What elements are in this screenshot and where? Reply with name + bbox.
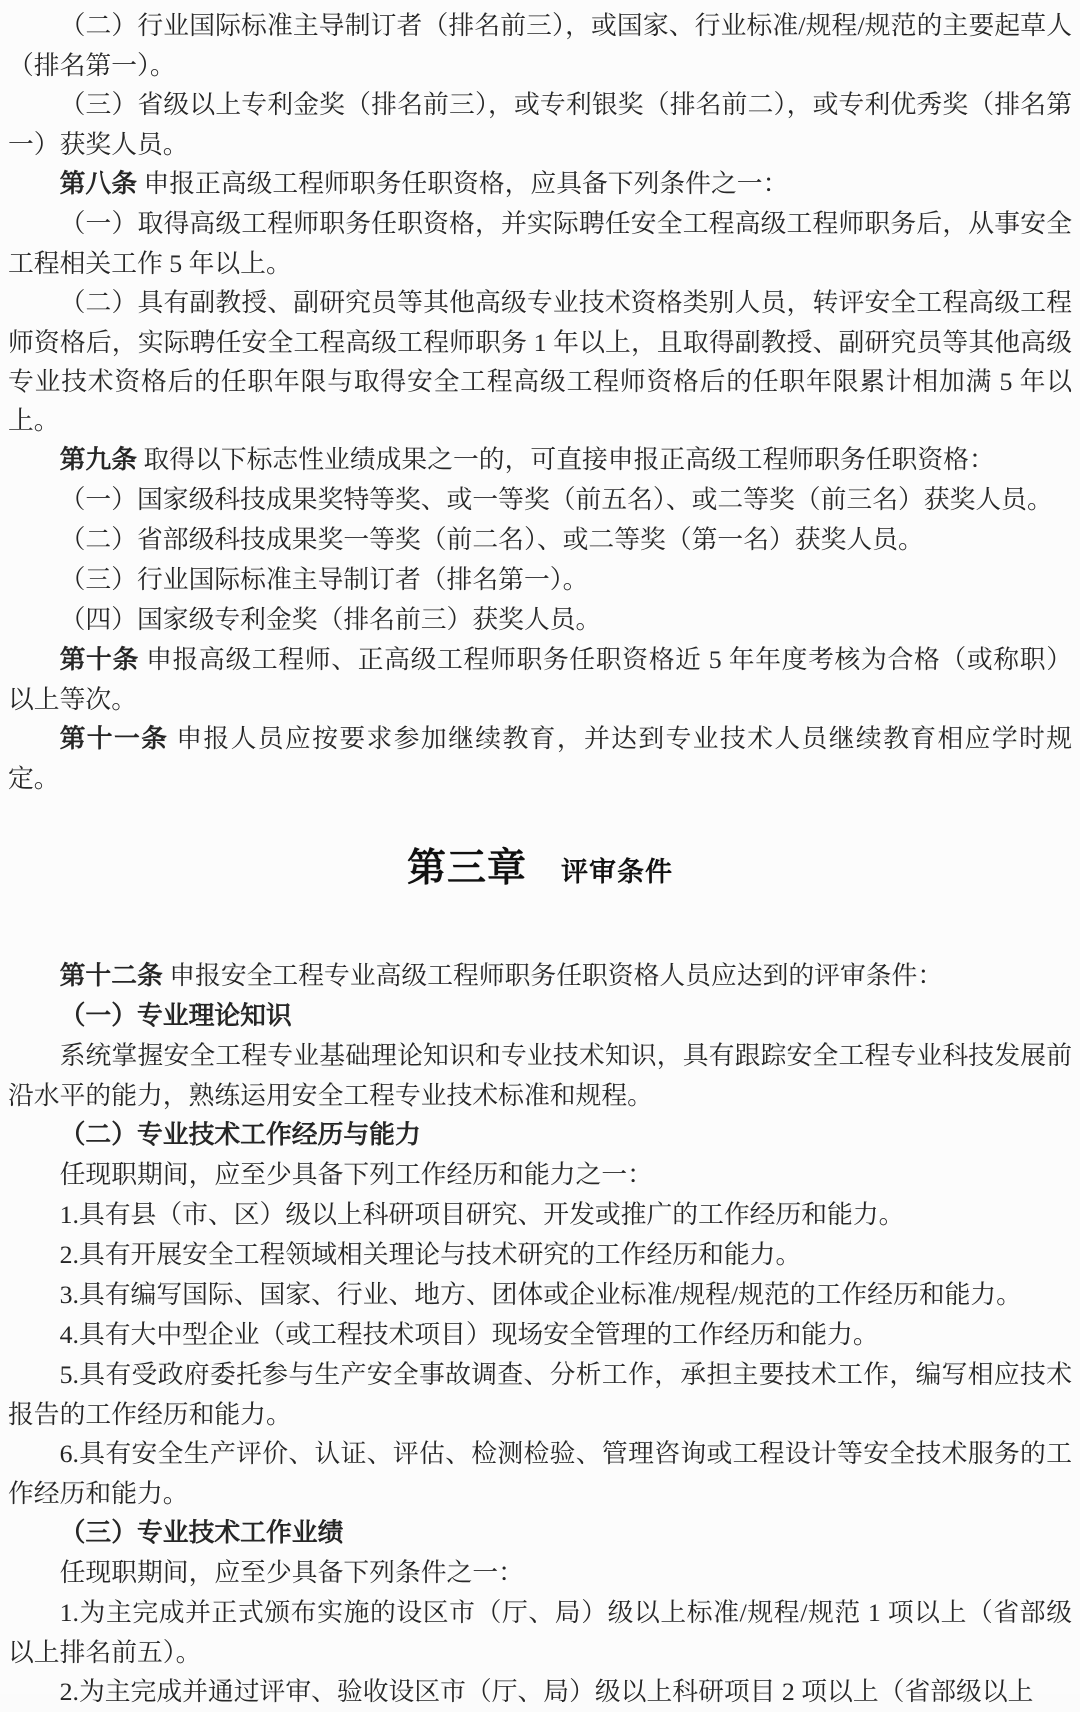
paragraph-text: （二）省部级科技成果奖一等奖（前二名）、或二等奖（第一名）获奖人员。: [59, 525, 924, 554]
paragraph-text: 任现职期间，应至少具备下列条件之一：: [59, 1558, 524, 1587]
article-8-item-2: [8, 283, 1072, 440]
paragraph-text: 5.具有受政府委托参与生产安全事故调查、分析工作，承担主要技术工作，编写相应技术报告的工作经历和能力。: [8, 1360, 1072, 1429]
article-12: [8, 956, 1072, 996]
paragraph-text: 6.具有安全生产评价、认证、评估、检测检验、管理咨询或工程设计等安全技术服务的工作经历和能力。: [8, 1439, 1072, 1508]
article-11: [8, 719, 1072, 798]
experience-item-1: [8, 1195, 1072, 1235]
paragraph-text: （三）行业国际标准主导制订者（排名第一）。: [59, 565, 589, 594]
article-number-bold: 第十一条: [59, 724, 169, 754]
article-number-bold: 第八条: [59, 169, 137, 199]
paragraph-text: 3.具有编写国际、国家、行业、地方、团体或企业标准/规程/规范的工作经历和能力。: [59, 1280, 1022, 1309]
paragraph-text: （二）行业国际标准主导制订者（排名前三），或国家、行业标准/规程/规范的主要起草人（排名第一）。: [8, 11, 1072, 80]
paragraph-text: 2.为主完成并通过评审、验收设区市（厅、局）级以上科研项目 2 项以上（省部级以上: [59, 1677, 1034, 1706]
section-2-experience-heading: [8, 1115, 1072, 1155]
article-8-item-1: [8, 204, 1072, 283]
experience-item-2: [8, 1235, 1072, 1275]
paragraph-text: 4.具有大中型企业（或工程技术项目）现场安全管理的工作经历和能力。: [59, 1320, 879, 1349]
article-9-item-4: [8, 600, 1072, 640]
article-9: [8, 440, 1072, 480]
article-8: [8, 164, 1072, 204]
paragraph-text: 1.具有县（市、区）级以上科研项目研究、开发或推广的工作经历和能力。: [59, 1200, 905, 1229]
experience-item-4: [8, 1315, 1072, 1355]
paragraph-text: 申报正高级工程师职务任职资格，应具备下列条件之一：: [137, 169, 789, 198]
section-3-performance-intro: [8, 1553, 1072, 1593]
experience-item-3: [8, 1275, 1072, 1315]
paragraph-text: 申报安全工程专业高级工程师职务任职资格人员应达到的评审条件：: [162, 961, 944, 990]
experience-item-6: [8, 1434, 1072, 1513]
paragraph-text: （四）国家级专利金奖（排名前三）获奖人员。: [59, 605, 602, 634]
performance-item-1: [8, 1593, 1072, 1672]
paragraph-text: 取得以下标志性业绩成果之一的，可直接申报正高级工程师职务任职资格：: [137, 445, 995, 474]
section-1-theory-body: [8, 1036, 1072, 1115]
article-number-bold: 第九条: [59, 445, 137, 475]
subsection-heading-bold: （一）专业理论知识: [59, 1001, 292, 1031]
section-2-experience-intro: [8, 1155, 1072, 1195]
paragraph-text: （三）省级以上专利金奖（排名前三），或专利银奖（排名前二），或专利优秀奖（排名第一）获奖人员。: [8, 90, 1072, 159]
article-9-item-1: [8, 480, 1072, 520]
chapter-heading: [8, 846, 1072, 900]
section-3-performance-heading: [8, 1513, 1072, 1553]
clause-2-industry-standard: [8, 6, 1072, 85]
chapter-number: 第三章: [406, 846, 527, 891]
paragraph-text: 1.为主完成并正式颁布实施的设区市（厅、局）级以上标准/规程/规范 1 项以上（省部级以上排名前五）。: [8, 1598, 1072, 1667]
paragraph-text: （一）国家级科技成果奖特等奖、或一等奖（前五名）、或二等奖（前三名）获奖人员。: [59, 485, 1053, 514]
paragraph-text: 申报高级工程师、正高级工程师职务任职资格近 5 年年度考核为合格（或称职）以上等次。: [8, 645, 1072, 714]
subsection-heading-bold: （三）专业技术工作业绩: [59, 1518, 344, 1548]
paragraph-text: 申报人员应按要求参加继续教育，并达到专业技术人员继续教育相应学时规定。: [8, 724, 1072, 793]
article-number-bold: 第十条: [59, 645, 139, 675]
clause-3-patent-award: [8, 85, 1072, 164]
chapter-title: 评审条件: [561, 857, 673, 888]
article-9-item-2: [8, 520, 1072, 560]
paragraph-text: （二）具有副教授、副研究员等其他高级专业技术资格类别人员，转评安全工程高级工程师资格后，实际聘任安全工程高级工程师职务 1 年以上，且取得副教授、副研究员等其他高级专业技术资格后的任职年限与取得安全工程高级工程师资格后的任职年限累计相加满 5 年以上。: [8, 288, 1072, 435]
paragraph-text: 系统掌握安全工程专业基础理论知识和专业技术知识，具有跟踪安全工程专业科技发展前沿水平的能力，熟练运用安全工程专业技术标准和规程。: [8, 1041, 1072, 1110]
article-number-bold: 第十二条: [59, 961, 163, 991]
subsection-heading-bold: （二）专业技术工作经历与能力: [59, 1120, 421, 1150]
section-1-theory-heading: [8, 996, 1072, 1036]
article-10: [8, 640, 1072, 719]
paragraph-text: （一）取得高级工程师职务任职资格，并实际聘任安全工程高级工程师职务后，从事安全工程相关工作 5 年以上。: [8, 209, 1072, 278]
paragraph-text: 任现职期间，应至少具备下列工作经历和能力之一：: [59, 1160, 653, 1189]
experience-item-5: [8, 1355, 1072, 1434]
performance-item-2: [8, 1672, 1072, 1712]
article-9-item-3: [8, 560, 1072, 600]
paragraph-text: 2.具有开展安全工程领域相关理论与技术研究的工作经历和能力。: [59, 1240, 802, 1269]
